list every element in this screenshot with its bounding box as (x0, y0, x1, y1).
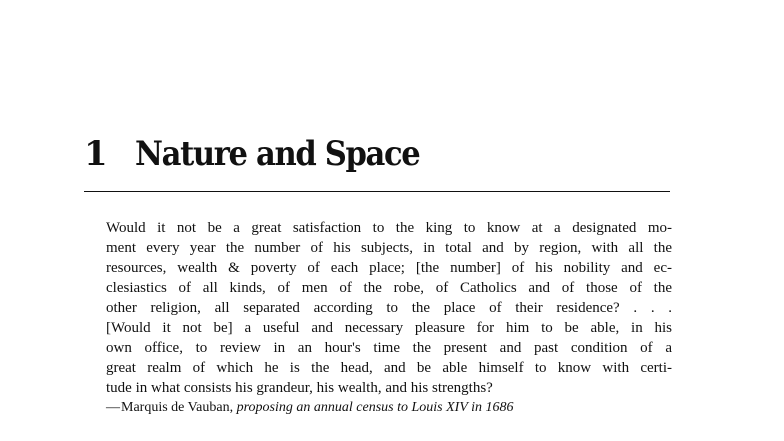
chapter-number: 1 (84, 134, 107, 174)
epigraph-line: [Would it not be] a useful and necessary pleasure for him to be able, in his (106, 320, 672, 336)
chapter-heading (84, 134, 670, 180)
epigraph-line: tude in what consists his grandeur, his wealth, and his strengths? (106, 380, 493, 396)
attribution-dash: — (106, 400, 120, 415)
chapter-title: Nature and Space (135, 134, 420, 174)
heading-rule (84, 191, 670, 192)
epigraph-line: great realm of which he is the head, and be able himself to know with certi- (106, 360, 672, 376)
epigraph-line: other religion, all separated according to the place of their residence? . . . (106, 300, 672, 316)
epigraph-attribution (106, 398, 672, 418)
epigraph-line: clesiastics of all kinds, of men of the robe, of Catholics and of those of the (106, 280, 672, 296)
epigraph-line: resources, wealth & poverty of each place; [the number] of his nobility and ec- (106, 260, 672, 276)
epigraph-line: ment every year the number of his subjects, in total and by region, with all the (106, 240, 672, 256)
epigraph (106, 218, 672, 418)
epigraph-line: Would it not be a great satisfaction to the king to know at a designated mo- (106, 220, 672, 236)
attribution-author: Marquis de Vauban, (121, 400, 234, 415)
epigraph-line: own office, to review in an hour's time the present and past condition of a (106, 340, 672, 356)
attribution-note: proposing an annual census to Louis XIV in 1686 (236, 400, 514, 415)
